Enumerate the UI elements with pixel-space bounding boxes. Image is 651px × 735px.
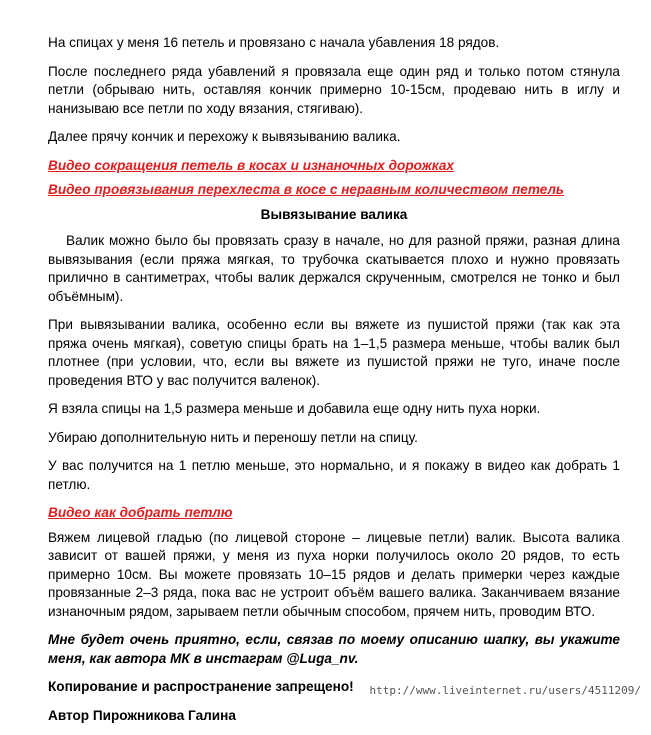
video-link-cable-cross[interactable]: Видео провязывания перехлеста в косе с неравным количеством петель: [48, 182, 565, 197]
paragraph-needle-size: При вывязывании валика, особенно если вы вяжете из пушистой пряжи (так как эта пряжа очень мягкая), советую спицы брать на 1–1,5 размера меньше, чтобы валик был плотнее (при условии, что, если вы вяжете из пушистой пряжи не туго, иначе после проведения ВТО у вас получится валенок).: [48, 317, 620, 388]
video-link-row-3: [48, 504, 620, 523]
paragraph-roll-intro: Валик можно было бы провязать сразу в начале, но для разной пряжи, разная длина вывязывания (если пряжа мягкая, то трубочка скатывается плохо и нужно провязать прилично в сантиметрах, чтобы валик держался скрученным, смотрелся не тонко и был объёмным).: [48, 233, 620, 304]
paragraph-one-less-loop: У вас получится на 1 петлю меньше, это нормально, и я покажу в видео как добрать 1 петлю.: [48, 458, 620, 492]
video-link-decrease-stitches[interactable]: Видео сокращения петель в косах и изнаночных дорожках: [48, 157, 454, 173]
paragraph-author: Автор Пирожникова Галина: [48, 707, 236, 723]
section-heading: Вывязывание валика: [260, 206, 408, 222]
paragraph-hide-tail: Далее прячу кончик и перехожу к вывязыванию валика.: [48, 129, 401, 144]
document-page: [48, 34, 620, 735]
video-link-row-1: [48, 157, 620, 176]
source-watermark: http://www.liveinternet.ru/users/4511209/: [369, 684, 641, 697]
paragraph-remove-thread: Убираю дополнительную нить и переношу петли на спицу.: [48, 429, 418, 445]
paragraph-copyright: Копирование и распространение запрещено!: [48, 679, 354, 694]
paragraph-closing-loops: После последнего ряда убавлений я провязала еще один ряд и только потом стянула петли (обрываю нить, оставляя кончик примерно 10-15см, продеваю нить в иглу и нанизываю все петли по ходу вязания, стягиваю).: [48, 63, 620, 116]
paragraph-needles-used: Я взяла спицы на 1,5 размера меньше и добавила еще одну нить пуха норки.: [48, 401, 541, 416]
paragraph-stockinette-roll: Вяжем лицевой гладью (по лицевой стороне – лицевые петли) валик. Высота валика зависит от вашей пряжи, у меня из пуха норки получилось около 20 рядов, то есть примерно 10см. Вы можете провязать 10–15 рядов и делать примерки через каждые провязанные 2–3 ряда, пока вас не устроит объём вашего валика. Заканчиваем вязание изнаночным рядом, зарываем петли обычным способом, прячем нить, проводим ВТО.: [48, 529, 620, 619]
paragraph-stitch-count: На спицах у меня 16 петель и провязано с начала убавления 18 рядов.: [48, 35, 500, 50]
paragraph-instagram-request: Мне будет очень приятно, если, связав по моему описанию шапку, вы укажите меня, как автора МК в инстаграм @Luga_nv.: [48, 632, 620, 666]
video-link-add-loop[interactable]: Видео как добрать петлю: [48, 505, 233, 520]
video-link-row-2: [48, 181, 620, 200]
